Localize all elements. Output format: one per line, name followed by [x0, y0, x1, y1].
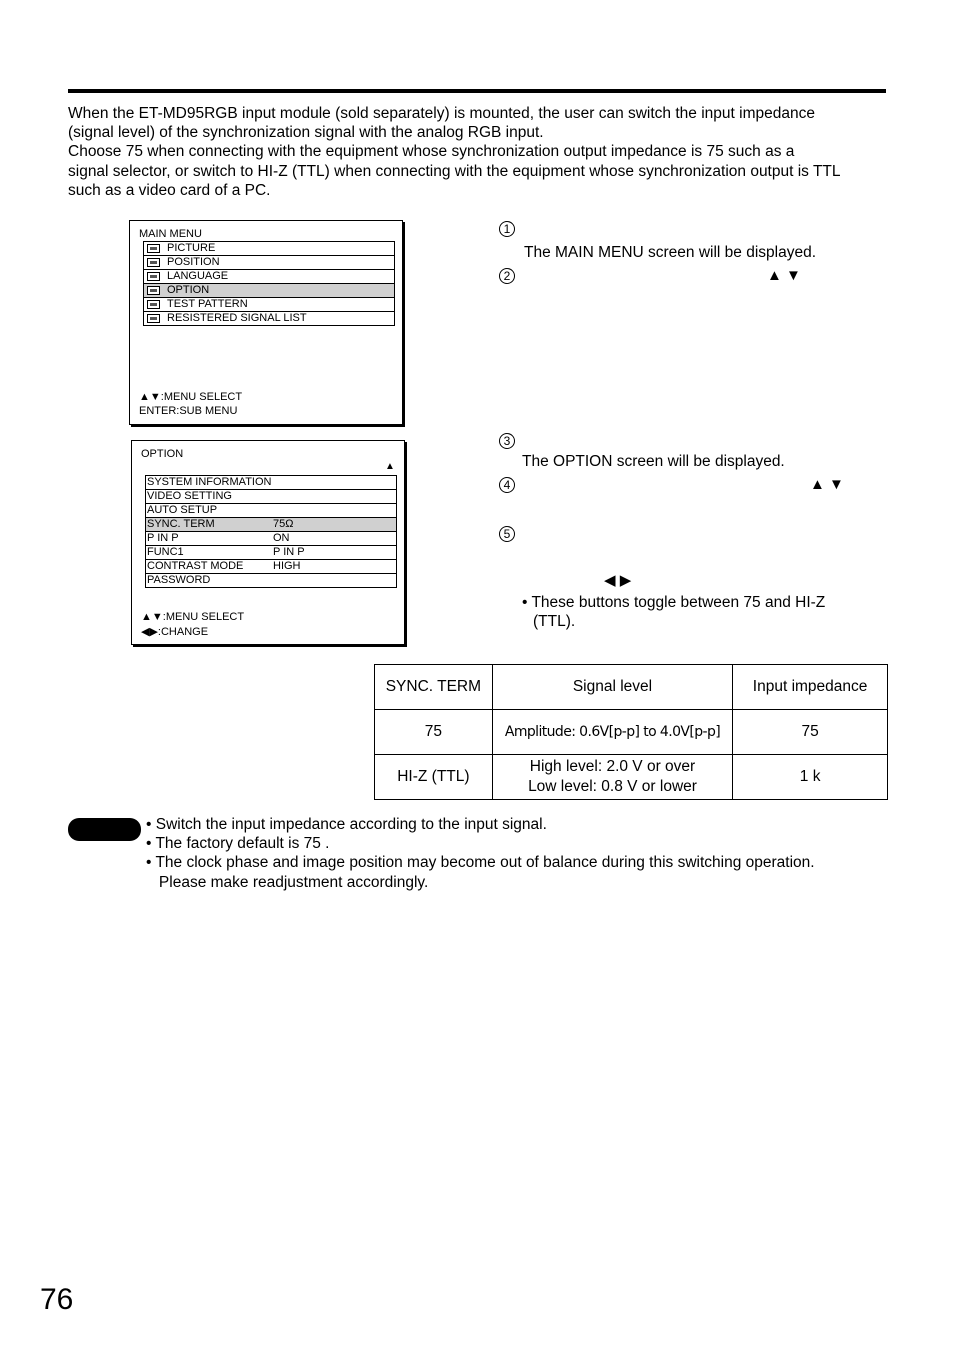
- intro-line: such as a video card of a PC.: [68, 181, 271, 199]
- main-menu-item-language[interactable]: LANGUAGE: [144, 269, 394, 283]
- scroll-up-icon: ▲: [385, 461, 395, 472]
- option-item-sync-term[interactable]: SYNC. TERM 75Ω: [146, 517, 396, 531]
- main-menu-item-option[interactable]: OPTION: [144, 283, 394, 297]
- step-3-result: The OPTION screen will be displayed.: [522, 453, 785, 470]
- step-2-number: 2: [499, 268, 515, 284]
- signal-list-icon: [147, 314, 160, 323]
- option-item-password[interactable]: PASSWORD: [146, 573, 396, 587]
- step-5-bullet: • These buttons toggle between 75 and HI-Z: [522, 594, 826, 611]
- table-header: SYNC. TERM: [375, 665, 493, 710]
- notes-list: [146, 815, 815, 892]
- section-rule: [68, 89, 886, 93]
- option-icon: [147, 286, 160, 295]
- step-5-number: 5: [499, 526, 515, 542]
- table-cell: 75: [375, 710, 493, 755]
- option-menu-list: [145, 475, 397, 588]
- picture-icon: [147, 244, 160, 253]
- step-1-result: The MAIN MENU screen will be displayed.: [524, 244, 817, 261]
- main-menu-title: MAIN MENU: [139, 228, 202, 240]
- page-number: 76: [40, 1283, 74, 1316]
- option-menu-footer-select: ▲▼:MENU SELECT: [141, 611, 245, 623]
- intro-line: When the ET-MD95RGB input module (sold separately) is mounted, the user can switch the input impedance: [68, 105, 815, 122]
- intro-line: Choose 75 when connecting with the equipment whose synchronization output impedance is 75 such as a: [68, 143, 795, 161]
- note-item: • Switch the input impedance according to the input signal.: [146, 816, 547, 833]
- note-item: Please make readjustment accordingly.: [146, 873, 429, 891]
- table-cell: HI-Z (TTL): [375, 755, 493, 800]
- option-menu-footer-change: ◀▶:CHANGE: [141, 626, 209, 638]
- option-item-p-in-p[interactable]: P IN P ON: [146, 531, 396, 545]
- step-3-number: 3: [499, 433, 515, 449]
- intro-line: (signal level) of the synchronization signal with the analog RGB input.: [68, 124, 544, 142]
- main-menu-item-test-pattern[interactable]: TEST PATTERN: [144, 297, 394, 311]
- sync-term-table: [374, 664, 888, 800]
- position-icon: [147, 258, 160, 267]
- language-icon: [147, 272, 160, 281]
- table-cell: High level: 2.0 V or over Low level: 0.8 V or lower: [492, 755, 732, 800]
- table-cell: 75: [733, 710, 888, 755]
- note-item: • The clock phase and image position may become out of balance during this switching operation.: [146, 854, 815, 872]
- left-right-arrows-icon: ◀ ▶: [604, 572, 632, 589]
- table-header-row: [375, 665, 888, 710]
- table-row: [375, 755, 888, 800]
- table-row: [375, 710, 888, 755]
- intro-line: signal selector, or switch to HI-Z (TTL) when connecting with the equipment whose synchronization output is TTL: [68, 162, 841, 180]
- main-menu-item-position[interactable]: POSITION: [144, 255, 394, 269]
- step-5-bullet-cont: (TTL).: [533, 613, 576, 630]
- up-down-arrows-icon: ▲ ▼: [810, 476, 844, 493]
- up-down-arrows-icon: ▲ ▼: [767, 267, 801, 284]
- option-item-func1[interactable]: FUNC1 P IN P: [146, 545, 396, 559]
- table-cell: 1 k: [733, 755, 888, 800]
- main-menu-item-signal-list[interactable]: RESISTERED SIGNAL LIST: [144, 311, 394, 325]
- option-item-system-information[interactable]: SYSTEM INFORMATION: [147, 476, 272, 488]
- option-item-contrast-mode[interactable]: CONTRAST MODE HIGH: [146, 559, 396, 573]
- table-cell: Amplitude: 0.6V[p-p] to 4.0V[p-p]: [492, 710, 732, 755]
- main-menu-screen: [129, 220, 403, 425]
- option-item-auto-setup[interactable]: AUTO SETUP: [146, 503, 396, 517]
- note-badge: [68, 818, 141, 841]
- option-menu-title: OPTION: [141, 448, 184, 460]
- option-menu-screen: [131, 440, 405, 645]
- step-4-number: 4: [499, 477, 515, 493]
- main-menu-item-picture[interactable]: PICTURE: [144, 242, 394, 255]
- step-1-number: 1: [499, 221, 515, 237]
- intro-paragraph: [68, 104, 886, 200]
- option-item-video-setting[interactable]: VIDEO SETTING: [146, 489, 396, 503]
- main-menu-footer-enter: ENTER:SUB MENU: [139, 405, 238, 417]
- test-pattern-icon: [147, 300, 160, 309]
- main-menu-list: [143, 241, 395, 326]
- main-menu-footer-select: ▲▼:MENU SELECT: [139, 391, 243, 403]
- table-header: Input impedance: [733, 665, 888, 710]
- note-item: • The factory default is 75 .: [146, 835, 330, 853]
- table-header: Signal level: [492, 665, 732, 710]
